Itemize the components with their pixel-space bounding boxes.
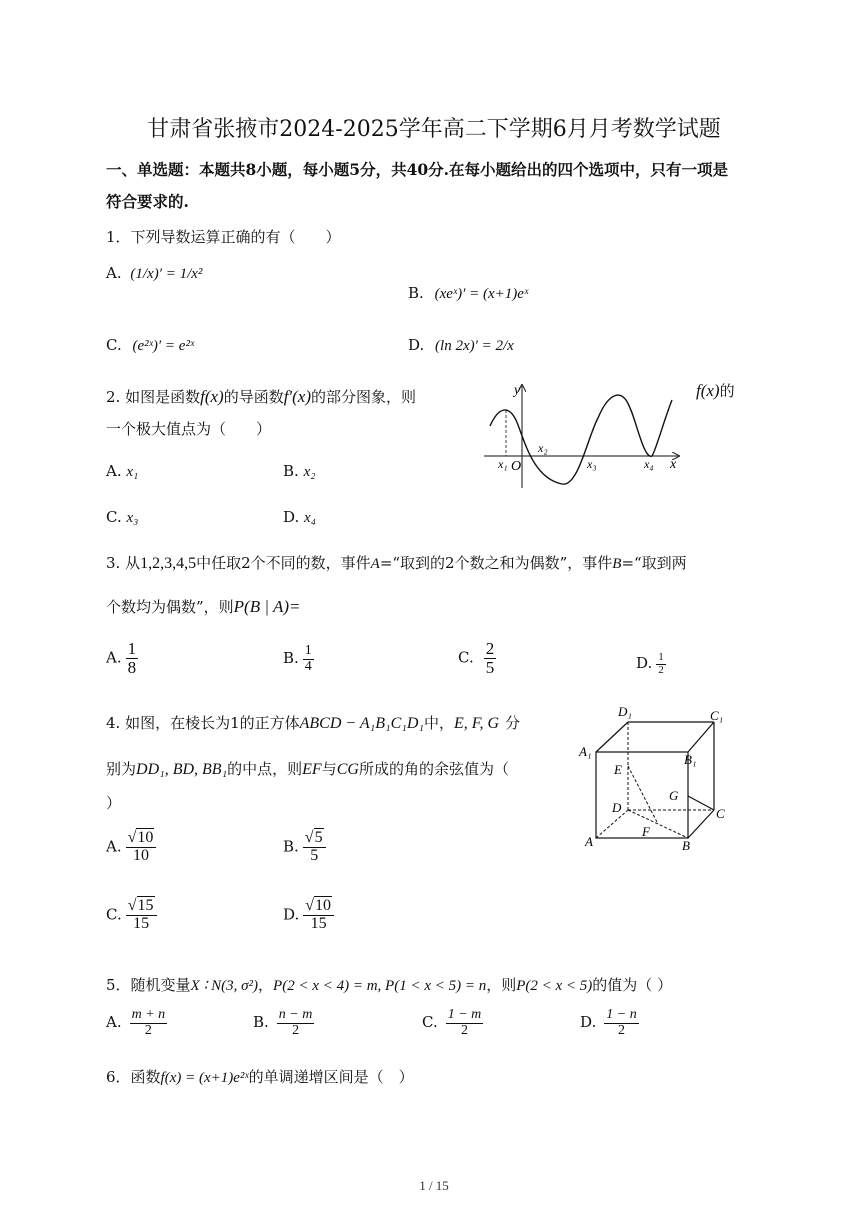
numerator: 1 − m — [447, 1007, 482, 1022]
q4-cube: ABCD − A₁B₁C₁D₁ — [299, 715, 424, 732]
label-c1: C₁ — [710, 708, 724, 723]
q2-option-a — [106, 462, 138, 481]
label-b1: B₁ — [684, 752, 697, 767]
q5-option-b — [253, 1008, 314, 1038]
x4-label: x₄ — [644, 457, 654, 471]
q1-b-expr: (xeˣ)′ = (x+1)eˣ — [434, 286, 529, 302]
option-label: D. — [636, 654, 653, 673]
q5-target: P(2 < x < 5) — [516, 978, 593, 994]
x1-label: x₁ — [498, 457, 508, 471]
q3-event-a: A — [370, 556, 380, 572]
numerator: 1 — [127, 639, 137, 658]
q5-text: 的值为（ ） — [592, 976, 673, 994]
radicand: 10 — [315, 897, 332, 914]
denominator: 15 — [133, 914, 150, 932]
q6-stem — [106, 1066, 414, 1087]
page-title: 甘肃省张掖市2024-2025学年高二下学期6月月考数学试题 — [147, 117, 721, 142]
page-number: 1 / 15 — [419, 1178, 449, 1193]
denominator: 15 — [310, 914, 327, 932]
numerator: n − m — [278, 1007, 313, 1022]
q5-stem — [106, 974, 672, 995]
q4-midpoints: DD₁, BD, BB₁ — [136, 761, 228, 778]
x3-label: x₃ — [587, 457, 597, 471]
option-label: B. — [283, 462, 299, 480]
option-label: A. — [106, 648, 122, 667]
x-label: x — [670, 457, 677, 472]
q4-text: 所成的角的余弦值为（ — [358, 760, 509, 778]
option-label: D. — [580, 1013, 597, 1032]
q3-option-d — [636, 652, 666, 676]
option-label: A. — [106, 462, 122, 480]
numerator: m + n — [131, 1007, 166, 1022]
q4-option-b: B. $\frac{√5}{5}$ — [283, 830, 326, 865]
x2-label: x₂ — [538, 441, 548, 455]
label-b: B — [682, 838, 690, 853]
q4-text: 的中点，则 — [227, 760, 303, 778]
label-a1: A₁ — [579, 744, 592, 759]
q5-option-c — [422, 1008, 483, 1038]
option-label: A. — [106, 264, 122, 282]
q1-c-expr: (e²ˣ)′ = e²ˣ — [132, 338, 195, 354]
origin-label: O — [511, 459, 522, 474]
option-label: B. — [253, 1013, 269, 1032]
q2-option-b — [283, 462, 315, 481]
q2-f: f(x) — [696, 381, 720, 400]
q4-points: E, F, G — [453, 715, 499, 732]
label-e: E — [614, 762, 622, 777]
q5-probabilities: P(2 < x < 4) = m, P(1 < x < 5) = n — [273, 978, 487, 994]
q2-stem — [106, 386, 416, 407]
q2-option-c — [106, 508, 138, 527]
q2-option-d — [283, 508, 316, 527]
option-label: C. — [422, 1013, 438, 1032]
q3-event-b: B — [612, 556, 622, 572]
segment-ef — [628, 766, 658, 824]
option-label: C. — [106, 905, 122, 924]
q2-text: 的部分图象，则 — [311, 388, 417, 406]
radicand: 10 — [137, 829, 154, 846]
q2-text: 2. 如图是函数 — [106, 388, 201, 406]
numerator: 1 — [658, 651, 664, 663]
denominator: 4 — [304, 658, 312, 674]
option-label: B. — [283, 649, 299, 668]
denominator: 5 — [310, 846, 319, 864]
q3-text: 中任取2个不同的数，事件 — [196, 554, 371, 572]
option-label: C. — [106, 508, 122, 526]
q3-set: 1,2,3,4,5 — [140, 555, 197, 572]
q4-cg: CG — [336, 761, 359, 778]
label-c: C — [716, 806, 725, 821]
denominator: 5 — [485, 657, 495, 677]
q3-prob: P(B | A)= — [233, 597, 301, 616]
q5-text: ， — [258, 976, 274, 994]
option-label: D. — [408, 336, 425, 354]
q4-text: 与 — [321, 760, 337, 778]
q5-distribution: X ∶ N(3, σ²) — [190, 978, 259, 994]
derivative-graph — [484, 380, 684, 492]
radicand: 5 — [314, 829, 323, 846]
denominator: 2 — [617, 1022, 625, 1038]
label-f: F — [642, 824, 650, 839]
q1-option-b — [408, 284, 528, 303]
q1-option-a — [106, 264, 202, 283]
q2-f: f(x) — [200, 387, 224, 406]
q1-d-expr: (ln 2x)′ = 2/x — [435, 338, 514, 354]
q6-text: 的单调递增区间是（ ） — [248, 1068, 414, 1086]
option-label: C. — [458, 648, 474, 667]
q4-ef: EF — [302, 761, 322, 778]
q1-stem: 1．下列导数运算正确的有（ ） — [106, 228, 341, 246]
denominator: 2 — [461, 1022, 468, 1038]
q1-option-d — [408, 336, 514, 355]
option-label: B. — [408, 284, 424, 302]
q6-function: f(x) = (x+1)e²ˣ — [160, 1070, 249, 1086]
q3-text: 个数均为偶数”，则 — [106, 598, 234, 616]
q3-text: =“取到的2个数之和为偶数”，事件 — [379, 554, 613, 572]
denominator: 2 — [658, 663, 664, 676]
q4-text: 中， — [423, 714, 454, 732]
q5-option-d — [580, 1008, 639, 1038]
q3-option-c — [458, 640, 496, 677]
q3-option-b — [283, 644, 314, 674]
q5-text: 5．随机变量 — [106, 976, 191, 994]
edge-b1c1 — [688, 722, 714, 752]
option-value: x₃ — [126, 510, 139, 526]
label-g: G — [669, 788, 679, 803]
option-value: x₂ — [303, 464, 316, 480]
numerator: 1 − n — [606, 1007, 637, 1022]
denominator: 2 — [292, 1022, 300, 1038]
q3-stem-line2 — [106, 596, 301, 617]
edge-bc — [688, 810, 714, 838]
q4-text: 分 — [505, 714, 521, 732]
q2-text: 的 — [719, 382, 735, 400]
option-value: x₁ — [126, 464, 139, 480]
q2-stem-line2: 一个极大值点为（ ） — [106, 420, 272, 438]
q2-stem-tail — [696, 380, 735, 401]
q4-option-c: C. $\frac{√15}{15}$ — [106, 898, 157, 933]
q4-text: 4. 如图，在棱长为1的正方体 — [106, 714, 300, 732]
q3-text: =“取到两 — [621, 554, 687, 572]
denominator: 10 — [133, 846, 149, 864]
q4-stem-line2 — [106, 758, 509, 779]
option-label: D. — [283, 905, 300, 924]
q5-option-a — [106, 1008, 167, 1038]
numerator: 2 — [485, 639, 495, 658]
edge-a1d1 — [596, 722, 628, 752]
q3-text: 3. 从 — [106, 554, 141, 572]
q1-option-c — [106, 336, 194, 355]
y-label: y — [514, 383, 521, 398]
q6-text: 6．函数 — [106, 1068, 161, 1086]
denominator: 8 — [127, 657, 137, 677]
option-label: D. — [283, 508, 300, 526]
q4-stem — [106, 712, 520, 733]
option-label: A. — [106, 837, 122, 856]
numerator: 1 — [304, 643, 312, 658]
label-d1: D₁ — [618, 704, 632, 719]
q3-stem — [106, 552, 687, 573]
section-heading: 一、单选题：本题共8小题，每小题5分，共40分.在每小题给出的四个选项中，只有一项是 — [106, 160, 729, 179]
segment-gc — [688, 796, 714, 810]
q3-option-a — [106, 640, 138, 677]
q4-option-d: D. $\frac{√10}{15}$ — [283, 898, 334, 933]
q5-text: ，则 — [486, 976, 517, 994]
cube-figure — [576, 700, 736, 860]
label-a: A — [585, 834, 593, 849]
radicand: 15 — [137, 897, 154, 914]
q1-a-expr: (1/x)′ = 1/x² — [130, 266, 203, 282]
label-d: D — [612, 800, 622, 815]
option-label: B. — [283, 837, 299, 856]
option-label: C. — [106, 336, 122, 354]
q2-fprime: f′(x) — [283, 387, 312, 406]
q2-text: 的导函数 — [223, 388, 284, 406]
option-label: A. — [106, 1013, 122, 1032]
q4-text: 别为 — [106, 760, 137, 778]
q4-option-a: A. $\frac{√10}{10}$ — [106, 830, 156, 865]
denominator: 2 — [144, 1022, 152, 1038]
section-heading-cont: 符合要求的. — [106, 192, 189, 211]
option-value: x₄ — [304, 510, 316, 526]
q4-stem-line3: ） — [106, 794, 122, 812]
